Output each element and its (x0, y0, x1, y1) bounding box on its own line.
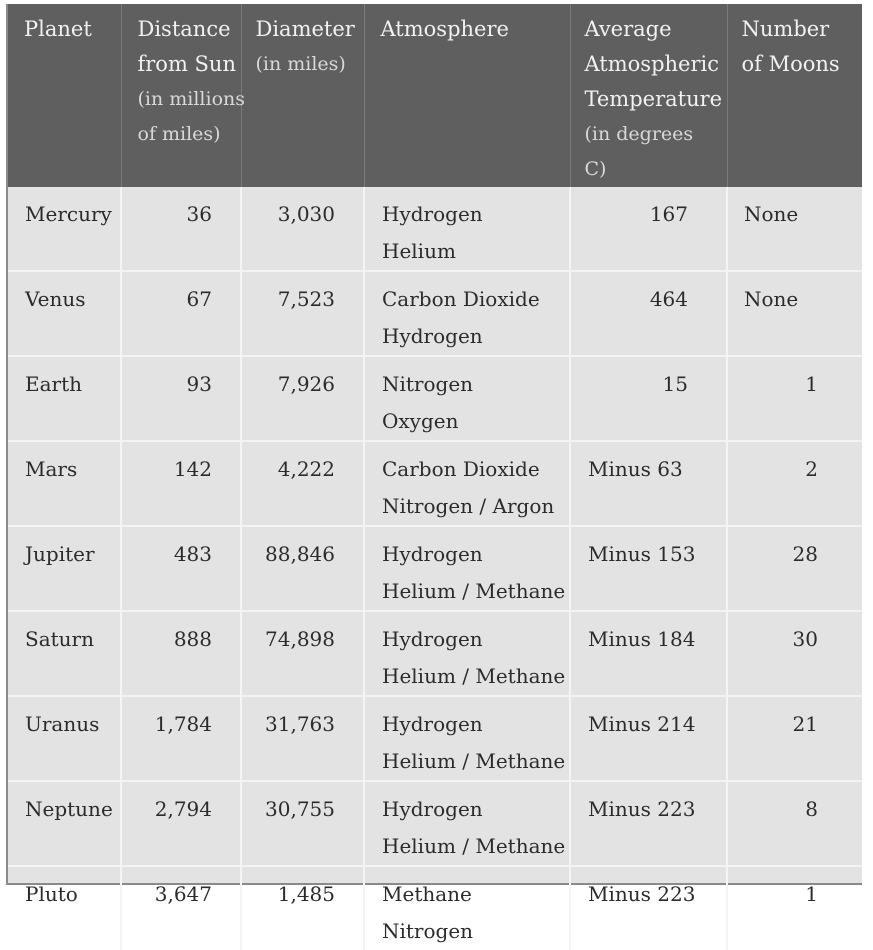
header-atmosphere (364, 4, 570, 187)
header-diameter-label: Diameter (255, 17, 355, 41)
header-temperature-label: Average Atmospheric Temperature (584, 17, 723, 111)
cell-moons: 28 (727, 526, 862, 611)
cell-planet: Mars (8, 441, 121, 526)
header-distance-label: Distance from Sun (137, 17, 236, 76)
cell-diameter: 4,222 (241, 441, 364, 526)
cell-atmosphere-line1: Carbon Dioxide (382, 457, 540, 481)
cell-atmosphere (364, 696, 570, 781)
cell-diameter: 7,523 (241, 271, 364, 356)
cell-atmosphere-line2: Helium / Methane (382, 834, 566, 858)
cell-distance: 888 (121, 611, 241, 696)
header-distance-unit: (in millions of miles) (137, 88, 246, 145)
cell-moons: 8 (727, 781, 862, 866)
header-temperature-unit: (in degrees C) (584, 123, 694, 180)
cell-moons: None (727, 187, 862, 271)
cell-planet: Saturn (8, 611, 121, 696)
cell-atmosphere-line1: Carbon Dioxide (382, 287, 540, 311)
cell-atmosphere-line2: Helium / Methane (382, 664, 566, 688)
cell-moons: None (727, 271, 862, 356)
cell-temperature: 15 (570, 356, 727, 441)
header-planet (8, 4, 121, 187)
cell-atmosphere (364, 781, 570, 866)
header-temperature (570, 4, 727, 187)
cell-atmosphere-line2: Helium / Methane (382, 579, 566, 603)
header-diameter (241, 4, 364, 187)
header-moons (727, 4, 862, 187)
cell-atmosphere (364, 866, 570, 950)
table-row (8, 866, 862, 950)
table-row (8, 526, 862, 611)
cell-planet: Neptune (8, 781, 121, 866)
header-row (8, 4, 862, 187)
cell-diameter: 31,763 (241, 696, 364, 781)
cell-diameter: 88,846 (241, 526, 364, 611)
cell-atmosphere-line2: Helium / Methane (382, 749, 566, 773)
cell-atmosphere-line2: Nitrogen / Argon (382, 494, 555, 518)
cell-temperature: 464 (570, 271, 727, 356)
cell-atmosphere (364, 611, 570, 696)
planet-data-table-frame (6, 4, 862, 943)
cell-planet: Mercury (25, 202, 112, 226)
cell-temperature: Minus 223 (570, 866, 727, 950)
cell-planet: Venus (8, 271, 121, 356)
cell-diameter: 7,926 (241, 356, 364, 441)
cell-atmosphere-line1: Hydrogen (382, 627, 483, 651)
cell-distance: 36 (121, 187, 241, 271)
table-row (8, 781, 862, 866)
cell-temperature: Minus 214 (570, 696, 727, 781)
table-header (8, 4, 862, 187)
cell-planet: Jupiter (8, 526, 121, 611)
cell-moons: 1 (727, 356, 862, 441)
cell-distance: 93 (121, 356, 241, 441)
cell-distance: 483 (121, 526, 241, 611)
cell-moons: 21 (727, 696, 862, 781)
cell-diameter: 74,898 (241, 611, 364, 696)
cell-atmosphere (364, 356, 570, 441)
table-body (8, 187, 862, 950)
cell-temperature: 167 (570, 187, 727, 271)
cell-atmosphere (364, 271, 570, 356)
cell-diameter: 1,485 (241, 866, 364, 950)
cell-distance: 142 (121, 441, 241, 526)
cell-temperature: Minus 223 (570, 781, 727, 866)
cell-moons: 1 (727, 866, 862, 950)
cell-distance: 2,794 (121, 781, 241, 866)
table-row (8, 611, 862, 696)
cell-atmosphere (364, 187, 570, 271)
cell-distance: 1,784 (121, 696, 241, 781)
cell-planet: Earth (8, 356, 121, 441)
cell-distance: 3,647 (121, 866, 241, 950)
table-row (8, 356, 862, 441)
cell-moons: 30 (727, 611, 862, 696)
cell-atmosphere-line1: Hydrogen (382, 542, 483, 566)
cell-planet: Uranus (8, 696, 121, 781)
cell-atmosphere-line2: Nitrogen (382, 919, 474, 943)
table-row (8, 696, 862, 781)
header-moons-label: Number of Moons (741, 17, 840, 76)
planet-data-table (8, 4, 862, 950)
cell-atmosphere (364, 526, 570, 611)
cell-atmosphere-line1: Hydrogen (382, 797, 483, 821)
cell-atmosphere-line1: Hydrogen (382, 712, 483, 736)
cell-atmosphere-line2: Helium (382, 239, 456, 263)
header-atmosphere-label: Atmosphere (380, 17, 509, 41)
table-row (8, 187, 862, 271)
cell-atmosphere-line1: Methane (382, 882, 472, 906)
cell-temperature: Minus 184 (570, 611, 727, 696)
cell-moons: 2 (727, 441, 862, 526)
cell-atmosphere-line2: Oxygen (382, 409, 459, 433)
cell-temperature: Minus 153 (570, 526, 727, 611)
cell-planet: Pluto (8, 866, 121, 950)
cell-diameter: 3,030 (241, 187, 364, 271)
table-row (8, 271, 862, 356)
header-diameter-unit: (in miles) (255, 53, 346, 75)
cell-atmosphere-line1: Nitrogen (382, 372, 474, 396)
cell-atmosphere (364, 441, 570, 526)
header-distance (121, 4, 246, 187)
cell-atmosphere-line1: Hydrogen (382, 202, 483, 226)
header-planet-label: Planet (24, 17, 92, 41)
cell-distance: 67 (121, 271, 241, 356)
cell-temperature: Minus 63 (570, 441, 727, 526)
table-row (8, 441, 862, 526)
cell-diameter: 30,755 (241, 781, 364, 866)
cell-atmosphere-line2: Hydrogen (382, 324, 483, 348)
